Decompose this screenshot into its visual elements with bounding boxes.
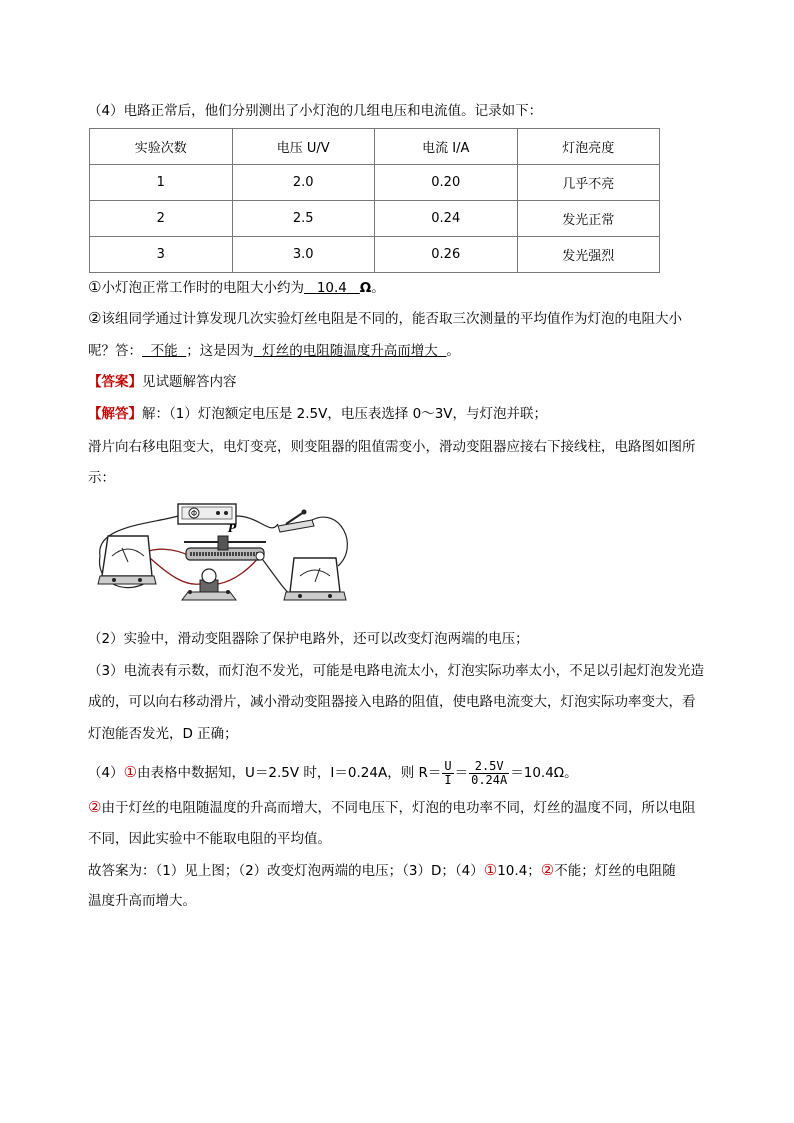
power-supply — [178, 504, 236, 524]
table-cell: 0.26 — [375, 237, 518, 273]
p6-text: 由于灯丝的电阻随温度的升高而增大，不同电压下，灯泡的电功率不同，灯丝的温度不同，所以电阻 — [101, 800, 696, 816]
table-cell: 0.20 — [375, 165, 518, 201]
q1-answer-blank — [304, 280, 360, 296]
p5-equals: ＝ — [454, 765, 469, 781]
table-header-row — [90, 129, 660, 165]
intro-text: （4）电路正常后，他们分别测出了小灯泡的几组电压和电流值。记录如下： — [88, 103, 543, 119]
table-cell: 0.24 — [375, 201, 518, 237]
q1-answer: 10.4 — [316, 280, 347, 296]
analysis-p2b: 示： — [88, 470, 115, 486]
fraction-numerator: 2.5V — [469, 760, 509, 774]
answer-tag: 【答案】 — [88, 374, 142, 390]
right-meter — [284, 558, 346, 600]
q2-answer2-blank — [254, 343, 447, 359]
table-header: 电压 U/V — [232, 129, 375, 165]
left-meter — [98, 536, 156, 584]
analysis-p1-text: 解：（1）灯泡额定电压是 2.5V，电压表选择 0～3V，与灯泡并联； — [142, 406, 548, 422]
table-header: 灯泡亮度 — [517, 129, 660, 165]
analysis-p1 — [88, 404, 547, 424]
q1-text: 小灯泡正常工作时的电阻大小约为 — [101, 280, 304, 296]
p5-result: ＝10.4Ω。 — [510, 765, 578, 781]
table-row — [90, 237, 660, 273]
q2-answer1-blank — [142, 343, 186, 359]
p7-text: 故答案为：（1）见上图；（2）改变灯泡两端的电压；（3）D；（4） — [88, 863, 484, 879]
table-cell: 2.0 — [232, 165, 375, 201]
fraction-numerator: U — [444, 758, 452, 773]
table-row — [90, 165, 660, 201]
p5-text: 由表格中数据知，U＝2.5V 时，I＝0.24A，则 R＝ — [137, 765, 442, 781]
q2-reason-prompt: ；这是因为 — [186, 343, 254, 359]
table-cell: 1 — [90, 165, 233, 201]
slider-label: P — [228, 522, 237, 535]
answer-line — [88, 372, 237, 392]
power-supply-symbol: Φ — [190, 509, 198, 518]
analysis-p5 — [88, 759, 578, 787]
q2-answer2: 灯丝的电阻随温度升高而增大 — [262, 343, 438, 359]
q2-text: 该组同学通过计算发现几次实验灯丝电阻是不同的，能否取三次测量的平均值作为灯泡的电阻大小 — [101, 311, 682, 327]
table-cell: 2.5 — [232, 201, 375, 237]
table-header: 实验次数 — [90, 129, 233, 165]
p7-mark2: ② — [540, 861, 555, 879]
p5-prefix: （4） — [88, 765, 124, 781]
data-table — [89, 128, 660, 273]
question-2-line2 — [88, 341, 460, 361]
analysis-p4c: 灯泡能否发光，D 正确； — [88, 726, 238, 742]
p6-mark: ② — [88, 798, 102, 816]
analysis-p4b: 成的，可以向右移动滑片，减小滑动变阻器接入电路的阻值，使电路电流变大，灯泡实际功率变大，看 — [88, 694, 696, 710]
p7-value: 10.4； — [497, 863, 541, 879]
table-cell: 几乎不亮 — [517, 165, 660, 201]
table-header: 电流 I/A — [375, 129, 518, 165]
switch — [278, 510, 314, 533]
answer-text: 见试题解答内容 — [142, 374, 237, 390]
table-cell: 发光正常 — [517, 201, 660, 237]
table-cell: 2 — [90, 201, 233, 237]
q1-end: 。 — [371, 280, 385, 296]
table-cell: 3.0 — [232, 237, 375, 273]
p7-rest: 不能；灯丝的电阻随 — [554, 863, 676, 879]
analysis-p6b: 不同，因此实验中不能取电阻的平均值。 — [88, 831, 331, 847]
fraction-denominator: 0.24A — [471, 772, 508, 787]
q2-end: 。 — [446, 343, 460, 359]
analysis-p3: （2）实验中，滑动变阻器除了保护电路外，还可以改变灯泡两端的电压； — [88, 631, 529, 647]
analysis-p4a: （3）电流表有示数，而灯泡不发光，可能是电路电流太小，灯泡实际功率太小，不足以引起灯泡发光造 — [88, 663, 705, 679]
fraction-values — [469, 760, 509, 787]
q1-mark: ① — [88, 278, 102, 296]
q2-mark: ② — [88, 309, 102, 327]
question-1 — [88, 277, 385, 298]
q1-unit: Ω — [359, 280, 372, 296]
table-cell: 发光强烈 — [517, 237, 660, 273]
table-cell: 3 — [90, 237, 233, 273]
rheostat — [184, 522, 266, 560]
analysis-tag: 【解答】 — [88, 406, 142, 422]
fraction-u-over-i — [442, 760, 453, 787]
analysis-p2a: 滑片向右移电阻变大，电灯变亮，则变阻器的阻值需变小，滑动变阻器应接右下接线柱，电路图如图所 — [88, 439, 696, 455]
lamp — [182, 569, 236, 600]
question-2-line1 — [88, 308, 682, 329]
table-row — [90, 201, 660, 237]
p7-mark1: ① — [483, 861, 498, 879]
q2-prompt: 呢？答： — [88, 343, 142, 359]
circuit-diagram — [90, 496, 370, 608]
q2-answer1: 不能 — [150, 343, 178, 359]
analysis-p6a — [88, 797, 695, 818]
fraction-denominator: I — [444, 772, 452, 787]
analysis-p7a — [88, 860, 676, 881]
p5-mark: ① — [123, 763, 138, 781]
analysis-p7b: 温度升高而增大。 — [88, 893, 196, 909]
